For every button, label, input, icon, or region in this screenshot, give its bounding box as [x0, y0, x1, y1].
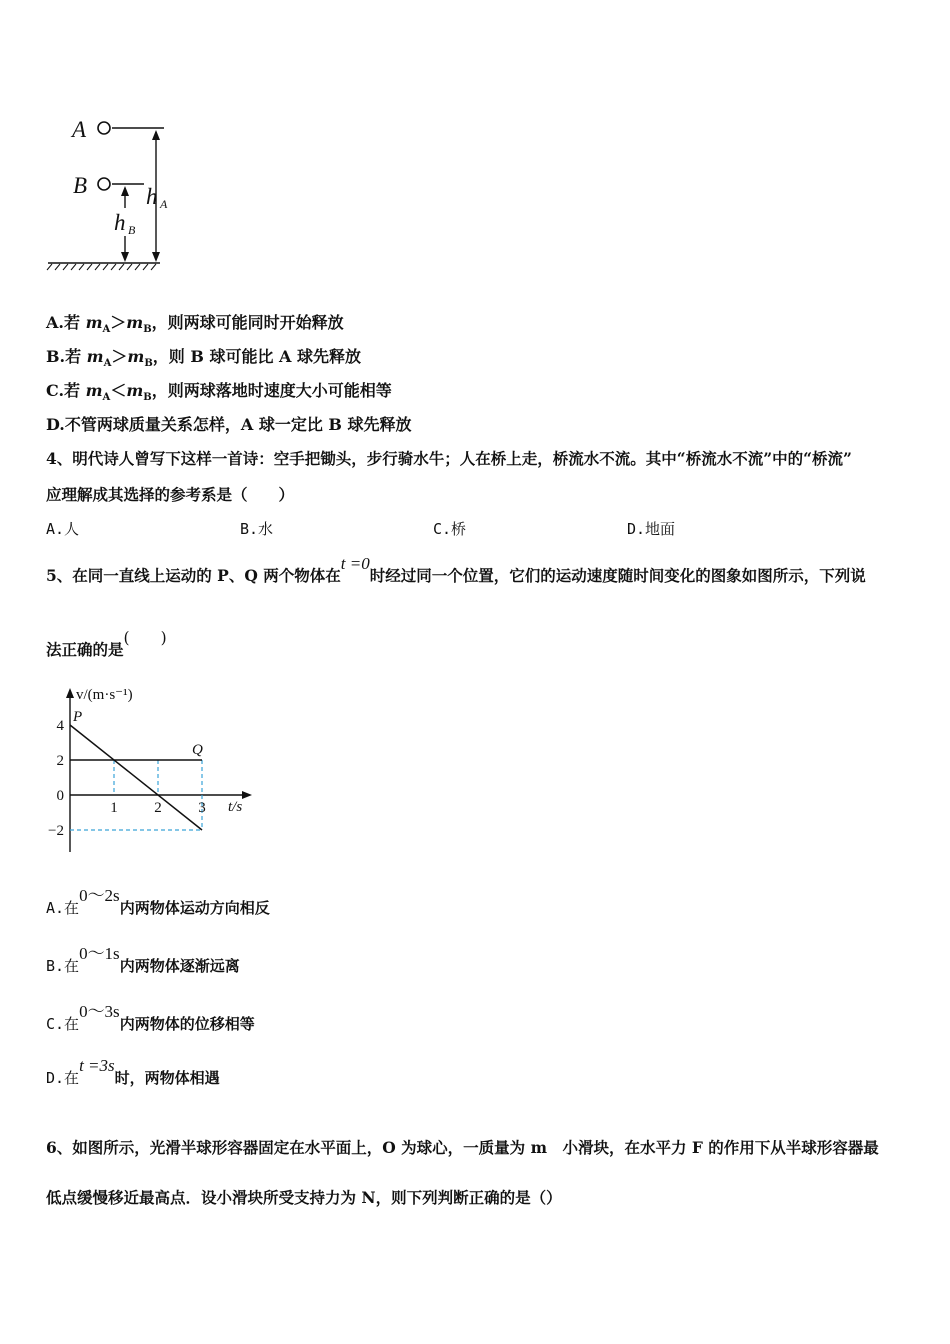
- x-tick-label: 3: [198, 800, 206, 816]
- chart-xlabel: t/s: [228, 799, 243, 815]
- q5-stem-line1: 5、在同一直线上运动的 P、Q 两个物体在t =0时经过同一个位置，它们的运动速度随时间变化的图象如图所示，下列说: [46, 554, 866, 585]
- q3-option-c[interactable]: C.若 $m_A<m_B$，则两球落地时速度大小可能相等: [46, 381, 392, 404]
- ha-arrow-down-head: [152, 252, 160, 262]
- label-ha: h: [146, 184, 158, 209]
- q6-stem-line2: 低点缓慢移近最高点．设小滑块所受支持力为 N，则下列判断正确的是（）: [46, 1188, 562, 1207]
- q4-option-d[interactable]: D.地面: [627, 520, 676, 538]
- q4-option-c[interactable]: C.桥: [433, 520, 467, 538]
- hb-arrow-down-head: [121, 252, 129, 262]
- q5-option-b[interactable]: B.在0～1s内两物体逐渐远离: [46, 944, 240, 975]
- ha-arrow-up-head: [152, 130, 160, 140]
- ball-b: [98, 178, 110, 190]
- q5-option-d[interactable]: D.在t =3s时，两物体相遇: [46, 1056, 220, 1087]
- q5-option-c[interactable]: C.在0～3s内两物体的位移相等: [46, 1002, 255, 1033]
- q3-option-b[interactable]: B.若 $m_A>m_B$，则 B 球可能比 A 球先释放: [46, 347, 362, 370]
- q3-option-d[interactable]: D.不管两球质量关系怎样，A 球一定比 B 球先释放: [46, 415, 412, 434]
- x-tick-label: 1: [110, 800, 118, 816]
- x-tick-label: 2: [154, 800, 162, 816]
- ball-a: [98, 122, 110, 134]
- series-line-p: [70, 725, 202, 830]
- q4-option-a[interactable]: A.人: [46, 520, 80, 538]
- hb-arrow-up-head: [121, 186, 129, 196]
- label-a: A: [72, 117, 87, 142]
- chart-axes: [66, 688, 252, 852]
- q5-stem-line2: 法正确的是( ): [46, 629, 167, 659]
- height-diagram: [40, 110, 180, 275]
- q4-stem-line1: 4、明代诗人曾写下这样一首诗：空手把锄头，步行骑水牛；人在桥上走，桥流水不流。其中“桥流水不流”中的“桥流”: [46, 449, 852, 468]
- label-b: B: [73, 173, 88, 198]
- q4-option-b[interactable]: B.水: [240, 520, 274, 538]
- y-tick-label: 0: [56, 788, 64, 804]
- q4-stem-line2: 应理解成其选择的参考系是（ ）: [46, 485, 295, 504]
- series-label-p: P: [73, 709, 83, 725]
- q6-stem-line1: 6、如图所示，光滑半球形容器固定在水平面上，O 为球心，一质量为 m 小滑块，在水平力 F 的作用下从半球形容器最: [46, 1138, 879, 1157]
- label-hb-sub: B: [128, 223, 136, 237]
- y-tick-label: −2: [48, 823, 64, 839]
- q3-option-a[interactable]: A.若 $m_A>m_B$，则两球可能同时开始释放: [46, 313, 344, 336]
- label-hb: h: [114, 210, 126, 235]
- x-axis-arrow: [242, 791, 252, 799]
- chart-ylabel: v/(m·s⁻¹): [76, 687, 133, 703]
- y-tick-label: 4: [56, 718, 64, 734]
- y-axis-arrow: [66, 688, 74, 698]
- q5-option-a[interactable]: A.在0～2s内两物体运动方向相反: [46, 886, 270, 917]
- y-tick-label: 2: [56, 753, 64, 769]
- series-label-q: Q: [192, 742, 203, 758]
- label-ha-sub: A: [160, 197, 168, 211]
- chart-ticks: [48, 718, 206, 839]
- chart-series: [70, 725, 202, 830]
- ground-hatching: [47, 264, 156, 270]
- vt-chart: [40, 680, 260, 860]
